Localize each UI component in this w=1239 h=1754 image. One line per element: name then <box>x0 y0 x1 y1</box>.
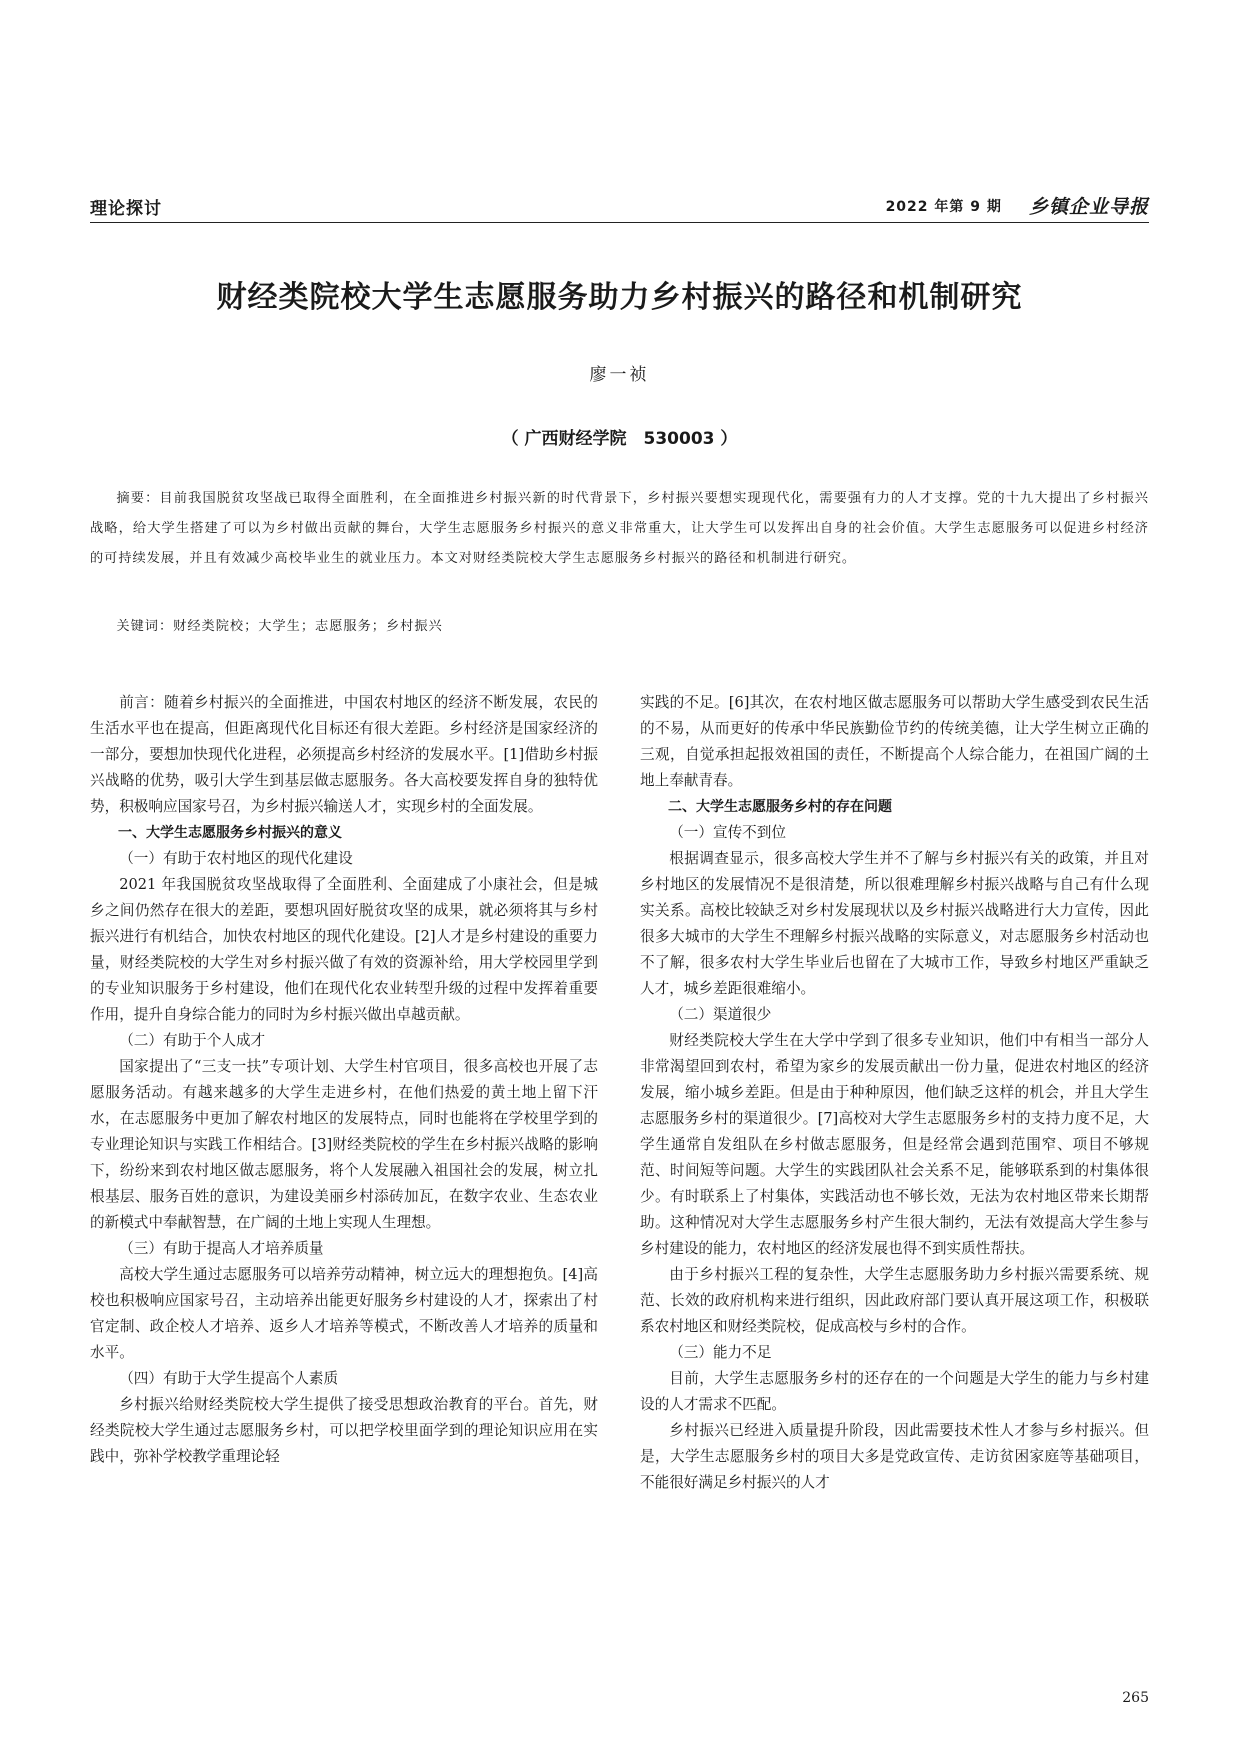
body-paragraph: 实践的不足。[6]其次，在农村地区做志愿服务可以帮助大学生感受到农民生活的不易，从而更好的传承中华民族勤俭节约的传统美德，让大学生树立正确的三观，自觉承担起报效祖国的责任，不断提高个人综合能力，在祖国广阔的土地上奉献青春。 <box>640 694 1149 789</box>
journal-header <box>886 192 1149 219</box>
paper-title: 财经类院校大学生志愿服务助力乡村振兴的路径和机制研究 <box>216 280 1023 315</box>
abstract: 摘要：目前我国脱贫攻坚战已取得全面胜利，在全面推进乡村振兴新的时代背景下，乡村振兴要想实现现代化，需要强有力的人才支撑。党的十九大提出了乡村振兴战略，给大学生搭建了可以为乡村做出贡献的舞台，大学生志愿服务乡村振兴的意义非常重大，让大学生可以发挥出自身的社会价值。大学生志愿服务可以促进乡村经济的可持续发展，并且有效减少高校毕业生的就业压力。本文对财经类院校大学生志愿服务乡村振兴的路径和机制进行研究。 <box>90 491 1149 566</box>
body-paragraph: 目前，大学生志愿服务乡村的还存在的一个问题是大学生的能力与乡村建设的人才需求不匹配。 <box>640 1370 1149 1413</box>
body-paragraph: 2021 年我国脱贫攻坚战取得了全面胜利、全面建成了小康社会，但是城乡之间仍然存在很大的差距，要想巩固好脱贫攻坚的成果，就必须将其与乡村振兴进行有机结合，加快农村地区的现代化建设。[2]人才是乡村建设的重要力量，财经类院校的大学生对乡村振兴做了有效的资源补给，用大学校园里学到的专业知识服务于乡村建设，他们在现代化农业转型升级的过程中发挥着重要作用，提升自身综合能力的同时为乡村振兴做出卓越贡献。 <box>90 876 598 1023</box>
body-paragraph: 前言：随着乡村振兴的全面推进，中国农村地区的经济不断发展，农民的生活水平也在提高，但距离现代化目标还有很大差距。乡村经济是国家经济的一部分，要想加快现代化进程，必须提高乡村经济的发展水平。[1]借助乡村振兴战略的优势，吸引大学生到基层做志愿服务。各大高校要发挥自身的独特优势，积极响应国家号召，为乡村振兴输送人才，实现乡村的全面发展。 <box>90 694 598 815</box>
subsection-heading: （四）有助于大学生提高个人素质 <box>119 1370 339 1387</box>
keywords: 关键词：财经类院校；大学生；志愿服务；乡村振兴 <box>116 619 443 634</box>
body-paragraph: 乡村振兴给财经类院校大学生提供了接受思想政治教育的平台。首先，财经类院校大学生通过志愿服务乡村，可以把学校里面学到的理论知识应用在实践中，弥补学校教学重理论轻 <box>90 1396 598 1465</box>
author-name: 廖一祯 <box>589 365 650 385</box>
issue-label: 2022 年第 9 期 <box>885 198 1002 215</box>
body-paragraph: 财经类院校大学生在大学中学到了很多专业知识，他们中有相当一部分人非常渴望回到农村，希望为家乡的发展贡献出一份力量，促进农村地区的经济发展，缩小城乡差距。但是由于种种原因，他们缺乏这样的机会，并且大学生志愿服务乡村的渠道很少。[7]高校对大学生志愿服务乡村的支持力度不足，大学生通常自发组队在乡村做志愿服务，但是经常会遇到范围窄、项目不够规范、时间短等问题。大学生的实践团队社会关系不足，能够联系到的村集体很少。有时联系上了村集体，实践活动也不够长效，无法为农村地区带来长期帮助。这种情况对大学生志愿服务乡村产生很大制约，无法有效提高大学生参与乡村建设的能力，农村地区的经济发展也得不到实质性帮扶。 <box>640 1032 1149 1257</box>
section-heading: 一、大学生志愿服务乡村振兴的意义 <box>118 825 342 841</box>
subsection-heading: （三）能力不足 <box>669 1344 772 1361</box>
section-label: 理论探讨 <box>90 199 162 219</box>
header-rule <box>90 222 1149 223</box>
subsection-heading: （二）渠道很少 <box>669 1006 772 1023</box>
subsection-heading: （三）有助于提高人才培养质量 <box>119 1240 324 1257</box>
body-paragraph: 乡村振兴已经进入质量提升阶段，因此需要技术性人才参与乡村振兴。但是，大学生志愿服务乡村的项目大多是党政宣传、走访贫困家庭等基础项目，不能很好满足乡村振兴的人才 <box>640 1422 1149 1491</box>
subsection-heading: （一）宣传不到位 <box>669 824 786 841</box>
right-column <box>640 690 1149 1496</box>
affiliation: （ 广西财经学院 530003 ） <box>501 429 738 449</box>
left-column <box>90 690 598 1470</box>
subsection-heading: （一）有助于农村地区的现代化建设 <box>119 850 353 867</box>
body-paragraph: 根据调查显示，很多高校大学生并不了解与乡村振兴有关的政策，并且对乡村地区的发展情况不是很清楚，所以很难理解乡村振兴战略与自己有什么现实关系。高校比较缺乏对乡村发展现状以及乡村振兴战略进行大力宣传，因此很多大城市的大学生不理解乡村振兴战略的实际意义，对志愿服务乡村活动也不了解，很多农村大学生毕业后也留在了大城市工作，导致乡村地区严重缺乏人才，城乡差距很难缩小。 <box>640 850 1149 997</box>
body-paragraph: 由于乡村振兴工程的复杂性，大学生志愿服务助力乡村振兴需要系统、规范、长效的政府机构来进行组织，因此政府部门要认真开展这项工作，积极联系农村地区和财经类院校，促成高校与乡村的合作。 <box>640 1266 1149 1335</box>
section-heading: 二、大学生志愿服务乡村的存在问题 <box>668 799 892 815</box>
journal-name: 乡镇企业导报 <box>1028 196 1149 218</box>
subsection-heading: （二）有助于个人成才 <box>119 1032 266 1049</box>
body-paragraph: 国家提出了“三支一扶”专项计划、大学生村官项目，很多高校也开展了志愿服务活动。有越来越多的大学生走进乡村，在他们热爱的黄土地上留下汗水，在志愿服务中更加了解农村地区的发展特点，同时也能将在学校里学到的专业理论知识与实践工作相结合。[3]财经类院校的学生在乡村振兴战略的影响下，纷纷来到农村地区做志愿服务，将个人发展融入祖国社会的发展，树立扎根基层、服务百姓的意识，为建设美丽乡村添砖加瓦，在数字农业、生态农业的新模式中奉献智慧，在广阔的土地上实现人生理想。 <box>90 1058 598 1231</box>
body-paragraph: 高校大学生通过志愿服务可以培养劳动精神，树立远大的理想抱负。[4]高校也积极响应国家号召，主动培养出能更好服务乡村建设的人才，探索出了村官定制、政企校人才培养、返乡人才培养等模式，不断改善人才培养的质量和水平。 <box>90 1266 598 1361</box>
page-number: 265 <box>1122 1690 1149 1706</box>
